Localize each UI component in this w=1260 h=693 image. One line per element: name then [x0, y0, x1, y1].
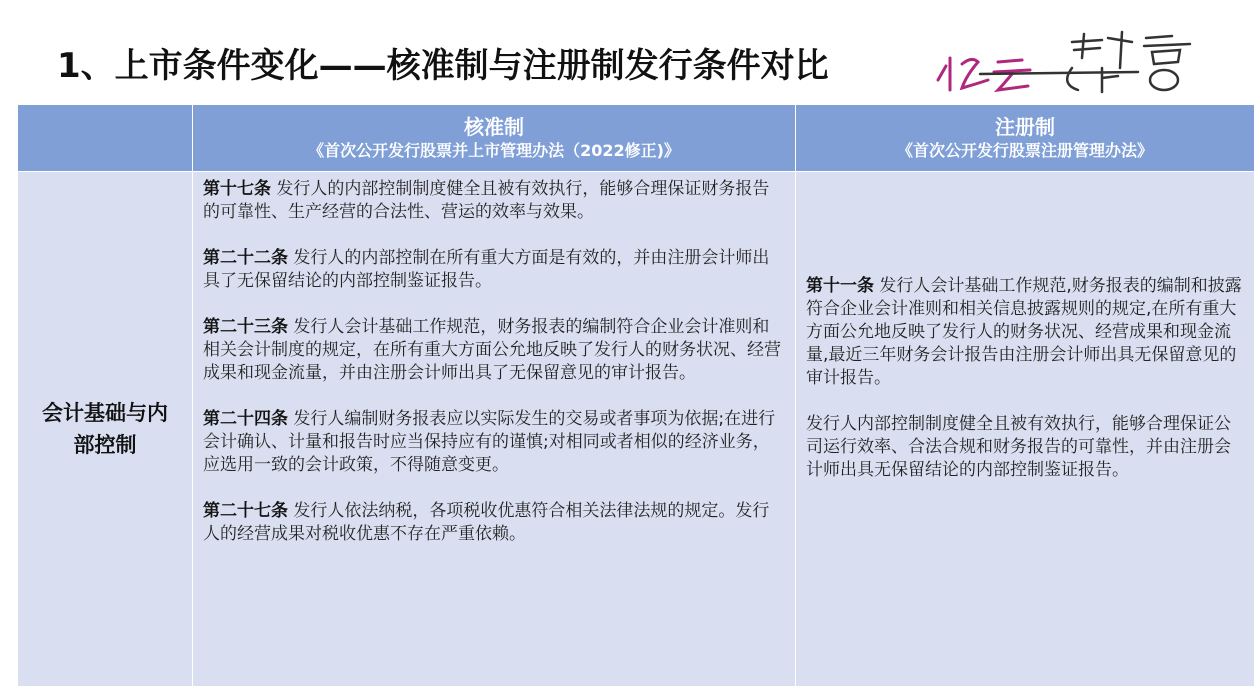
article-number: 第十七条	[203, 179, 271, 199]
article-text: 发行人的内部控制制度健全且被有效执行，能够合理保证财务报告的可靠性、生产经营的合法性、营运的效率与效果。	[203, 179, 770, 222]
approval-title: 核准制	[464, 115, 524, 139]
approval-paragraph	[203, 316, 785, 385]
approval-paragraph	[203, 178, 785, 224]
article-number: 第二十三条	[203, 317, 288, 337]
registration-title: 注册制	[995, 115, 1055, 139]
registration-subtitle: 《首次公开发行股票注册管理办法》	[896, 141, 1153, 160]
header-empty-cell	[18, 105, 193, 172]
registration-paragraph	[806, 275, 1244, 390]
row-label: 会计基础与内部控制	[42, 401, 168, 457]
approval-requirements-cell	[193, 172, 796, 687]
row-label-cell	[18, 172, 193, 687]
approval-paragraph	[203, 408, 785, 477]
registration-system-header	[796, 105, 1255, 172]
accounting-control-row	[18, 172, 1255, 687]
slide-title: 1、上市条件变化——核准制与注册制发行条件对比	[57, 46, 829, 86]
registration-requirements-cell	[796, 172, 1255, 687]
article-number: 第十一条	[806, 276, 874, 296]
registration-requirements	[796, 172, 1254, 482]
article-text: 发行人会计基础工作规范,财务报表的编制和披露符合企业会计准则和相关信息披露规则的规定,在所有重大方面公允地反映了发行人的财务状况、经营成果和现金流量,最近三年财务会计报告由注册会计师出具无保留意见的审计报告。	[806, 276, 1242, 388]
article-text: 发行人内部控制制度健全且被有效执行，能够合理保证公司运行效率、合法合规和财务报告的可靠性，并由注册会计师出具无保留结论的内部控制鉴证报告。	[806, 414, 1231, 480]
approval-paragraph	[203, 247, 785, 293]
approval-system-header	[193, 105, 796, 172]
header-row	[18, 105, 1255, 172]
approval-requirements	[193, 172, 795, 546]
registration-paragraph	[806, 413, 1244, 482]
article-number: 第二十四条	[203, 409, 288, 429]
article-number: 第二十七条	[203, 501, 288, 521]
article-text: 发行人编制财务报表应以实际发生的交易或者事项为依据;在进行会计确认、计量和报告时应当保持应有的谨慎;对相同或者相似的经济业务，应选用一致的会计政策，不得随意变更。	[203, 409, 776, 475]
approval-paragraph	[203, 500, 785, 546]
article-text: 发行人依法纳税，各项税收优惠符合相关法律法规的规定。发行人的经营成果对税收优惠不存在严重依赖。	[203, 501, 770, 544]
approval-subtitle: 《首次公开发行股票并上市管理办法（2022修正)》	[308, 141, 680, 160]
article-text: 发行人会计基础工作规范，财务报表的编制符合企业会计准则和相关会计制度的规定，在所有重大方面公允地反映了发行人的财务状况、经营成果和现金流量，并由注册会计师出具了无保留意见的审计报告。	[203, 317, 781, 383]
article-text: 发行人的内部控制在所有重大方面是有效的，并由注册会计师出具了无保留结论的内部控制鉴证报告。	[203, 248, 770, 291]
comparison-table	[17, 104, 1255, 687]
article-number: 第二十二条	[203, 248, 288, 268]
signature-logo	[932, 28, 1222, 98]
